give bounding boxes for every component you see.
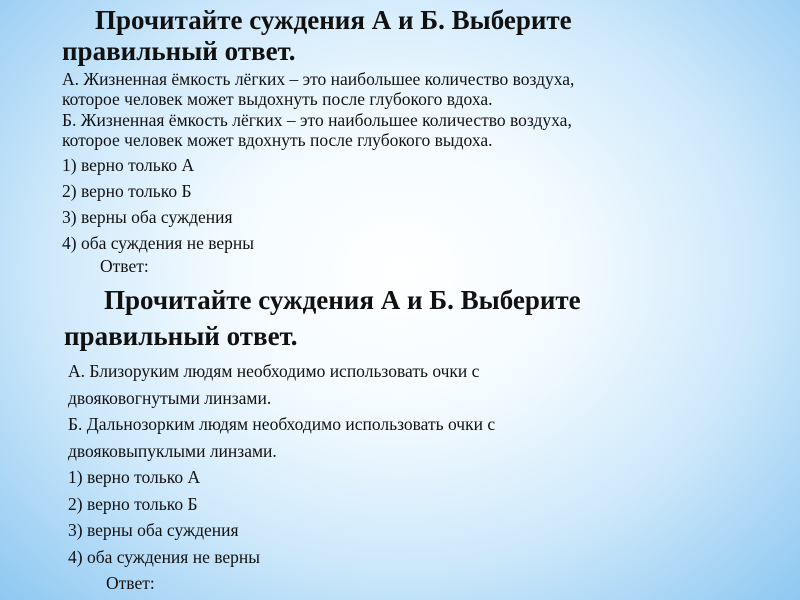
task-1-option-2: 2) верно только Б: [62, 181, 192, 201]
task-2-statement-b-line-1: Б. Дальнозорким людям необходимо использовать очки с: [68, 414, 496, 434]
task-2-option-2: 2) верно только Б: [68, 493, 198, 514]
task-2-title-line-1: Прочитайте суждения А и Б. Выберите: [104, 285, 581, 315]
task-1-statement-b-line-2: которое человек может вдохнуть после глубокого выдоха.: [62, 130, 493, 150]
task-2-option-4: 4) оба суждения не верны: [68, 546, 261, 567]
task-2-title-line-2: правильный ответ.: [64, 321, 298, 351]
task-2-answer-label: Ответ:: [106, 573, 155, 593]
task-1-statement-b: [62, 110, 782, 150]
task-1-title-line-1: Прочитайте суждения А и Б. Выберите: [95, 5, 572, 35]
task-1-title: [62, 5, 782, 67]
task-2-statement-b-line-2: двояковыпуклыми линзами.: [68, 440, 277, 461]
task-1-title-line-2: правильный ответ.: [62, 36, 296, 66]
task-1-statement-a: [62, 69, 782, 109]
task-1-statement-a-line-2: которое человек может выдохнуть после глубокого вдоха.: [62, 89, 493, 109]
task-2: [64, 282, 784, 596]
task-1: [62, 5, 782, 276]
task-2-option-1: 1) верно только А: [68, 467, 201, 487]
task-1-option-3: 3) верны оба суждения: [62, 207, 233, 227]
task-2-body: [64, 358, 784, 596]
task-2-option-3: 3) верны оба суждения: [68, 520, 239, 540]
task-1-options: [62, 152, 782, 256]
task-1-option-4: 4) оба суждения не верны: [62, 233, 255, 253]
task-1-option-1: 1) верно только А: [62, 155, 195, 175]
task-2-title: [64, 282, 784, 354]
task-2-statement-a-line-2: двояковогнутыми линзами.: [68, 387, 272, 408]
task-2-statement-a-line-1: А. Близоруким людям необходимо использовать очки с: [68, 361, 480, 381]
task-1-statement-b-line-1: Б. Жизненная ёмкость лёгких – это наибольшее количество воздуха,: [62, 110, 572, 130]
task-1-answer-label: Ответ:: [100, 256, 149, 276]
task-1-statement-a-line-1: А. Жизненная ёмкость лёгких – это наибольшее количество воздуха,: [62, 69, 575, 89]
